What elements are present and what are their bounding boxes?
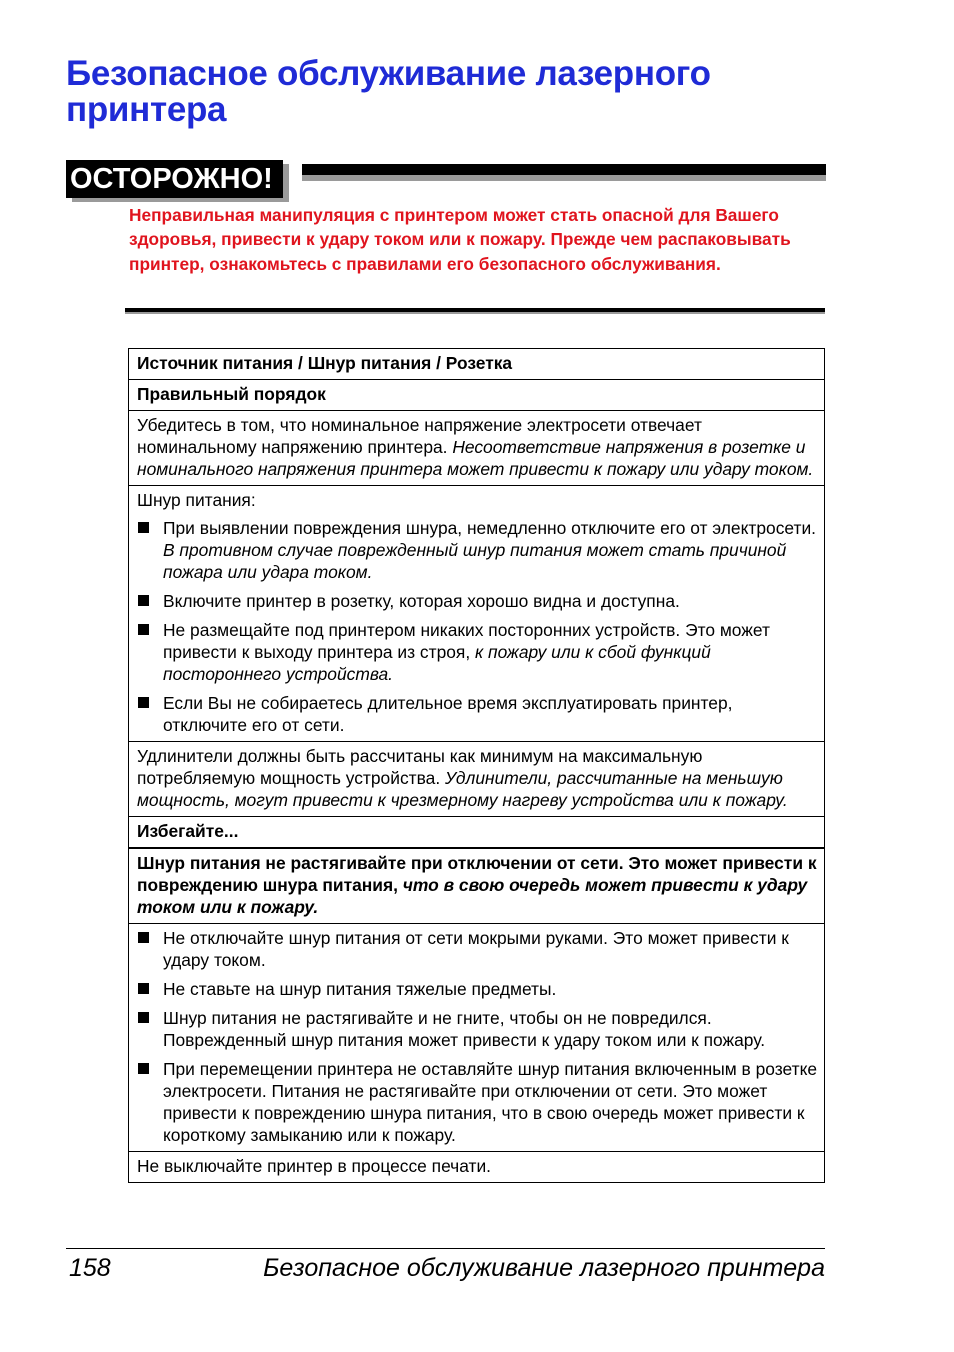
cord-cell bbox=[129, 486, 825, 742]
footer-title: Безопасное обслуживание лазерного принтера bbox=[263, 1254, 825, 1282]
avoid-header: Избегайте... bbox=[129, 817, 825, 849]
warning-banner bbox=[66, 160, 826, 200]
square-bullet-icon bbox=[138, 697, 149, 708]
list-item bbox=[137, 927, 820, 971]
page-title: Безопасное обслуживание лазерного принтера bbox=[66, 54, 711, 129]
voltage-warning: Несоответствие напряжения в розетке и номинального напряжения принтера может привести к пожару или удару током. bbox=[137, 437, 814, 479]
list-item-text: При выявлении повреждения шнура, немедленно отключите его от электросети. bbox=[163, 518, 817, 538]
voltage-cell bbox=[129, 411, 825, 486]
list-item bbox=[137, 1058, 820, 1146]
table-row bbox=[129, 380, 825, 411]
last-row-cell: Не выключайте принтер в процессе печати. bbox=[129, 1152, 825, 1183]
avoid-lead-italic: что в свою очередь может привести к удару током или к пожару. bbox=[137, 875, 808, 917]
table-subheader: Правильный порядок bbox=[129, 380, 825, 411]
cord-intro: Шнур питания: bbox=[137, 490, 256, 510]
table-header: Источник питания / Шнур питания / Розетка bbox=[129, 349, 825, 380]
list-item-text: Не ставьте на шнур питания тяжелые предметы. bbox=[163, 979, 557, 999]
table-row bbox=[129, 742, 825, 817]
page-number: 158 bbox=[69, 1254, 111, 1282]
cord-list bbox=[137, 517, 820, 736]
square-bullet-icon bbox=[138, 1012, 149, 1023]
footer-rule bbox=[66, 1248, 825, 1249]
warning-label: ОСТОРОЖНО! bbox=[66, 160, 283, 198]
warning-bottom-rule-shadow bbox=[125, 312, 825, 314]
safety-table bbox=[128, 348, 825, 1183]
list-item-text: Если Вы не собираетесь длительное время эксплуатировать принтер, отключите его от сети. bbox=[163, 693, 733, 735]
extension-cell bbox=[129, 742, 825, 817]
list-item bbox=[137, 1007, 820, 1051]
warning-rule bbox=[302, 164, 826, 175]
square-bullet-icon bbox=[138, 932, 149, 943]
extension-warning: Удлинители, рассчитанные на меньшую мощность, могут привести к чрезмерному нагреву устройства или к пожару. bbox=[137, 768, 788, 810]
square-bullet-icon bbox=[138, 1063, 149, 1074]
square-bullet-icon bbox=[138, 624, 149, 635]
list-item-text: Шнур питания не растягивайте и не гните, чтобы он не повредился. Поврежденный шнур питания может привести к удару током или к пожару. bbox=[163, 1008, 766, 1050]
table-row bbox=[129, 411, 825, 486]
list-item bbox=[137, 978, 820, 1000]
table-row bbox=[129, 1152, 825, 1183]
list-item-italic: к пожару или к сбой функций постороннего устройства. bbox=[163, 642, 711, 684]
list-item-text: Не размещайте под принтером никаких посторонних устройств. Это может привести к выходу принтера из строя, bbox=[163, 620, 770, 662]
table-row bbox=[129, 848, 825, 924]
list-item bbox=[137, 590, 820, 612]
warning-rule-shadow bbox=[302, 175, 826, 181]
list-item bbox=[137, 692, 820, 736]
list-item bbox=[137, 517, 820, 583]
warning-text: Неправильная манипуляция с принтером может стать опасной для Вашего здоровья, привести к удару током или к пожару. Прежде чем распаковывать принтер, ознакомьтесь с правилами его безопасного обслуживания. bbox=[129, 205, 791, 274]
list-item-text: Включите принтер в розетку, которая хорошо видна и доступна. bbox=[163, 591, 680, 611]
table-row bbox=[129, 817, 825, 849]
table-row bbox=[129, 486, 825, 742]
avoid-list bbox=[137, 927, 820, 1146]
square-bullet-icon bbox=[138, 595, 149, 606]
list-item-text: Не отключайте шнур питания от сети мокрыми руками. Это может привести к удару током. bbox=[163, 928, 789, 970]
square-bullet-icon bbox=[138, 983, 149, 994]
avoid-lead-text: Шнур питания не растягивайте при отключении от сети. Это может привести к повреждению шнура питания, bbox=[137, 853, 817, 895]
table-row bbox=[129, 349, 825, 380]
list-item-italic: В противном случае поврежденный шнур питания может стать причиной пожара или удара током. bbox=[163, 540, 787, 582]
avoid-lead-cell bbox=[129, 848, 825, 924]
square-bullet-icon bbox=[138, 522, 149, 533]
voltage-text: Убедитесь в том, что номинальное напряжение электросети отвечает номинальному напряжению принтера. bbox=[137, 415, 702, 457]
list-item-text: При перемещении принтера не оставляйте шнур питания включенным в розетке электросети. Питания не растягивайте при отключении от сети. Это может привести к повреждению шнура питания, что в свою очередь может привести к короткому замыканию или к пожару. bbox=[163, 1059, 818, 1145]
table-row bbox=[129, 924, 825, 1152]
avoid-list-cell bbox=[129, 924, 825, 1152]
list-item bbox=[137, 619, 820, 685]
extension-text: Удлинители должны быть рассчитаны как минимум на максимальную потребляемую мощность устройства. bbox=[137, 746, 703, 788]
